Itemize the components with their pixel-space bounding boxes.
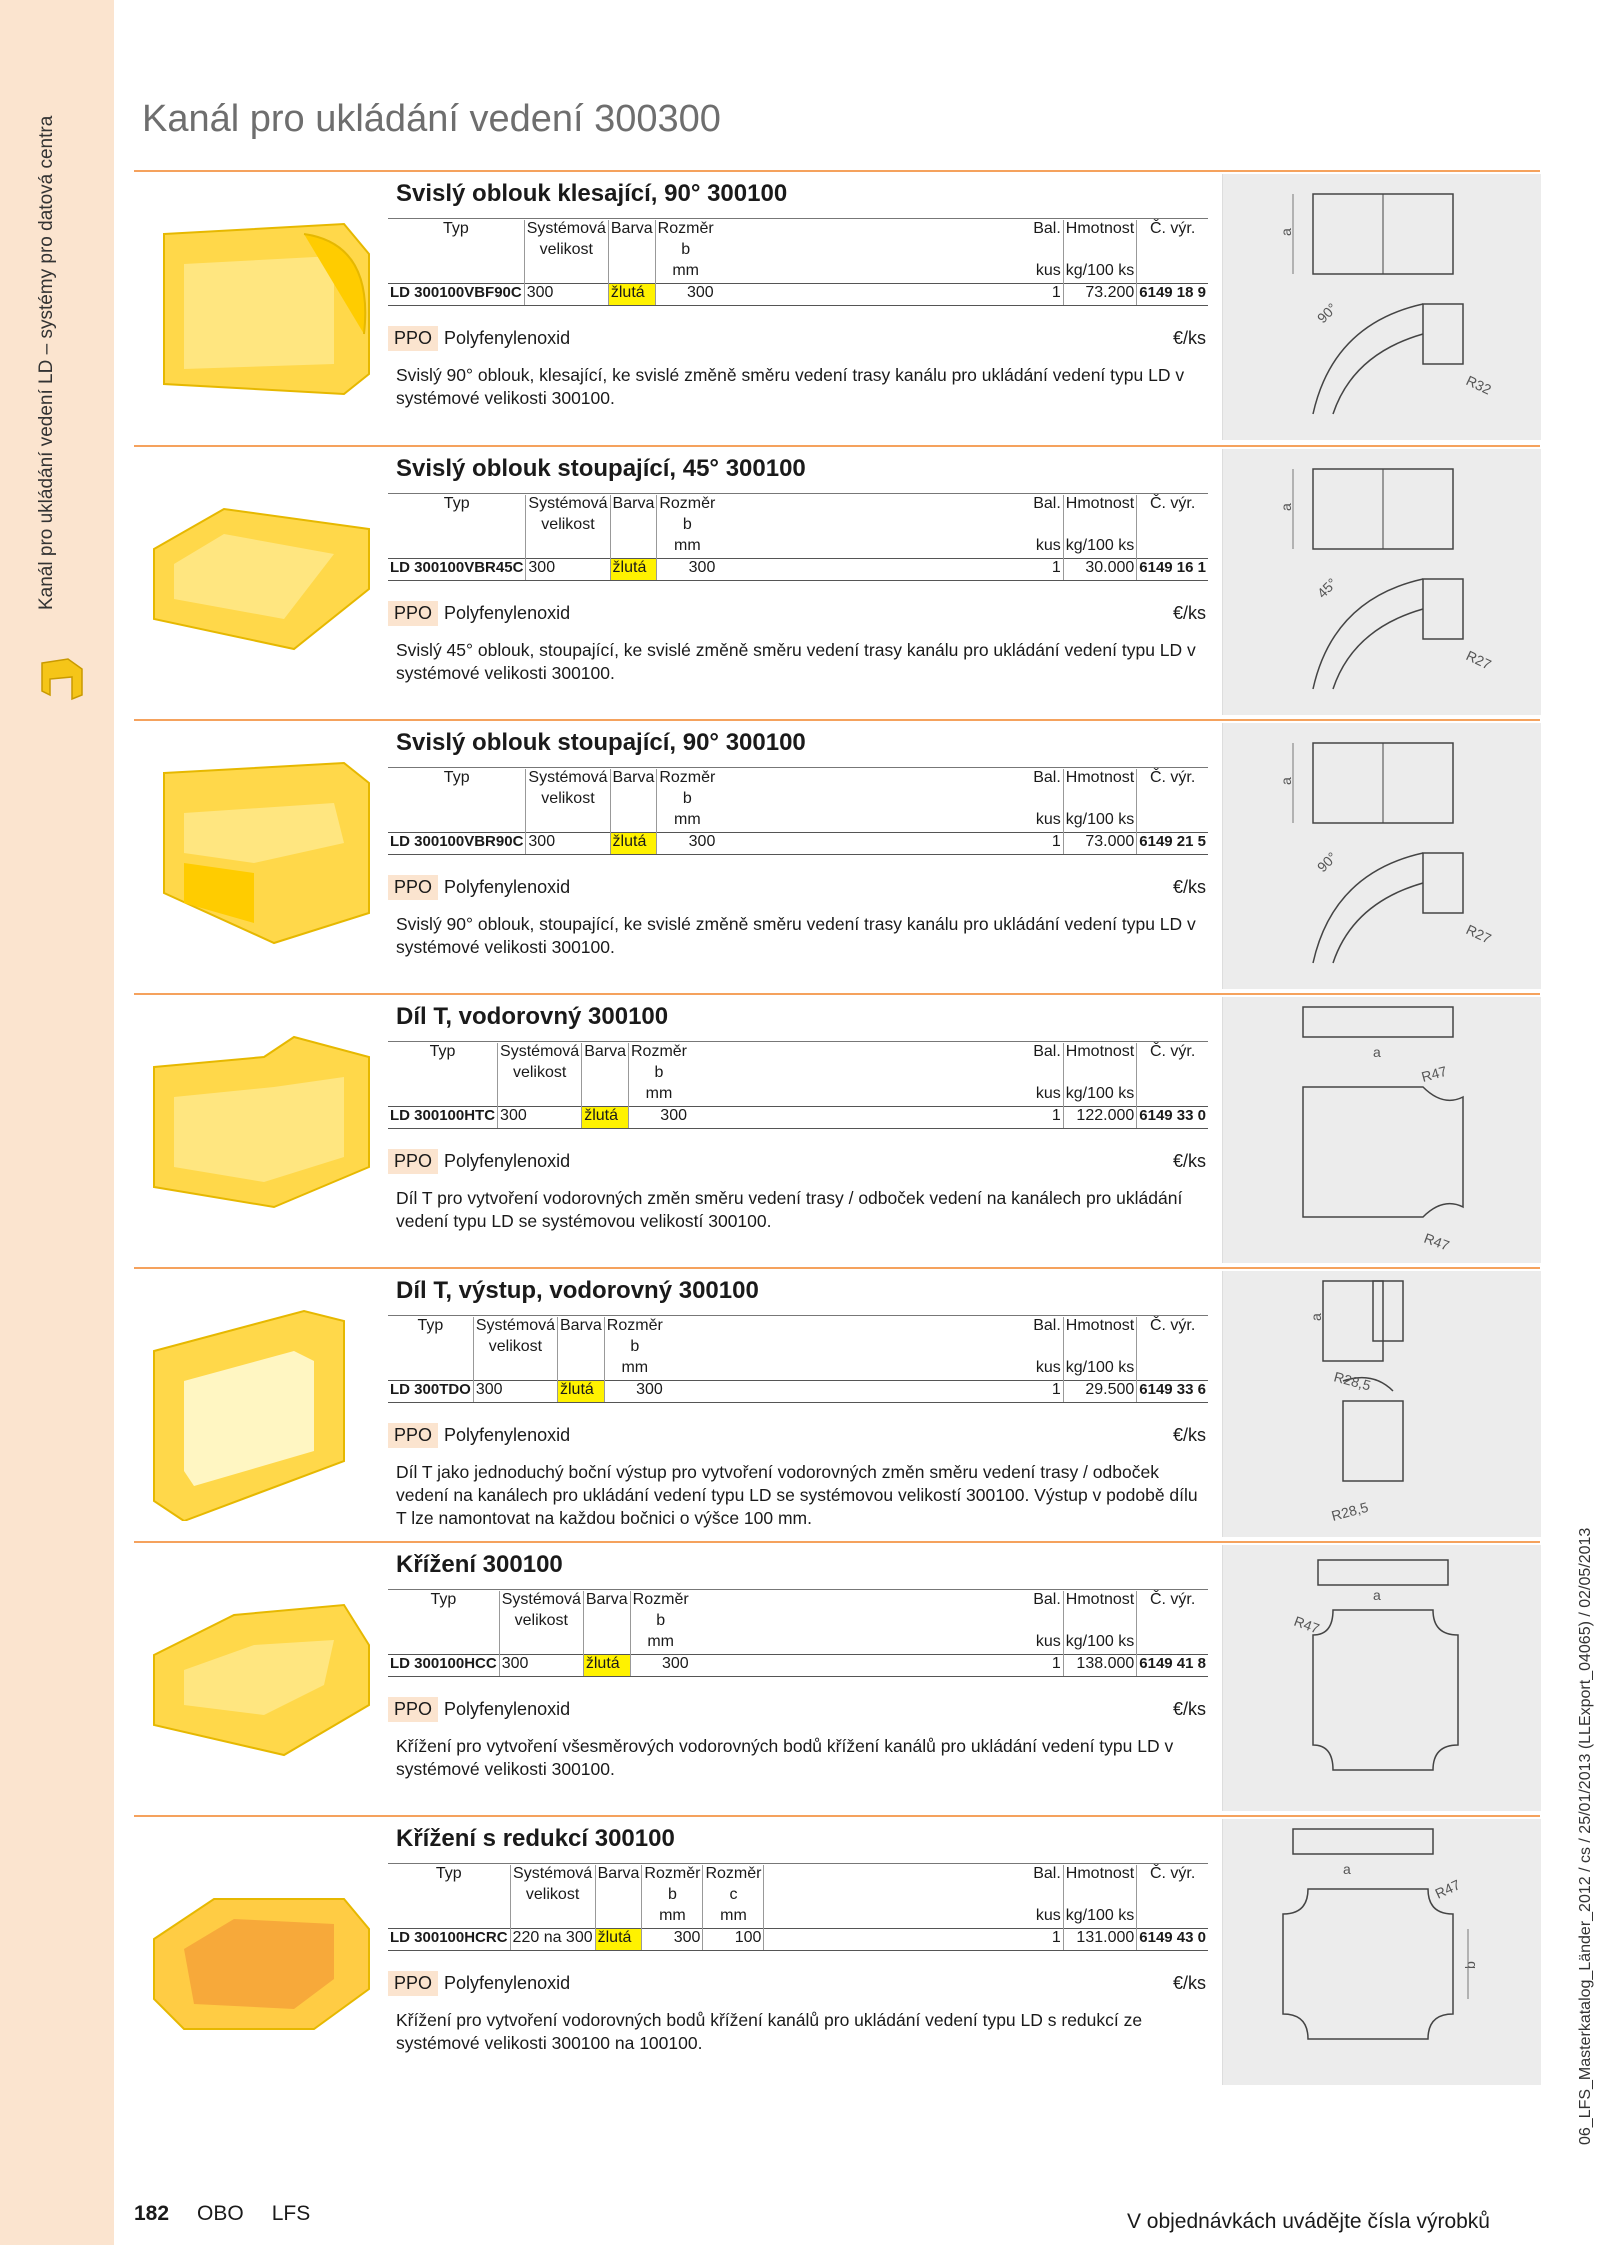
dimension-label: 45°	[1313, 574, 1341, 602]
material-row: PPO Polyfenylenoxid €/ks	[388, 1697, 1208, 1722]
sidebar-title: Kanál pro ukládání vedení LD – systémy pro datová centra	[36, 115, 57, 610]
dimension-label: a	[1343, 1861, 1351, 1877]
dimension-label: R47	[1291, 1612, 1322, 1637]
product-title: Díl T, výstup, vodorovný 300100	[396, 1277, 759, 1304]
article-number: 6149 21 5	[1137, 833, 1208, 855]
technical-drawing	[1222, 1819, 1541, 2085]
product-description: Svislý 90° oblouk, klesající, ke svislé změně směru vedení trasy kanálu pro ukládání vedení typu LD v systémové velikosti 300100.	[396, 365, 1185, 408]
product-code: LD 300100HCC	[388, 1655, 499, 1677]
technical-drawing	[1222, 1271, 1541, 1537]
product-code: LD 300TDO	[388, 1381, 473, 1403]
product-table: Typ Systémová Barva Rozměr Bal. Hmotnost Č. výr. velikost b mm kus kg/100 ks LD 300100VBR45C 300 žlutá 300 1 30.000 6149 16 1	[388, 495, 1208, 581]
article-number: 6149 33 6	[1137, 1381, 1208, 1403]
material-row: PPO Polyfenylenoxid €/ks	[388, 601, 1208, 626]
dimension-label: R27	[1463, 647, 1494, 673]
product-title: Křížení s redukcí 300100	[396, 1825, 675, 1852]
product-description: Díl T jako jednoduchý boční výstup pro vytvoření vodorovných změn směru vedení trasy / odboček vedení na kanálech pro ukládání vedení typu LD se systémovou velikostí 300100. Výstup v podobě dílu T lze namontovat na každou bočnici o výšce 100 mm.	[396, 1462, 1198, 1528]
product-photo-icon	[144, 1017, 374, 1247]
product-code: LD 300100VBR45C	[388, 559, 526, 581]
product-title: Křížení 300100	[396, 1551, 563, 1578]
dimension-label: a	[1278, 503, 1294, 511]
product-photo-icon	[144, 469, 374, 699]
material-row: PPO Polyfenylenoxid €/ks	[388, 1423, 1208, 1448]
product-photo-icon	[144, 1839, 374, 2069]
technical-drawing	[1222, 997, 1541, 1263]
product-table: Typ Systémová Barva Rozměr Bal. Hmotnost Č. výr. velikost b mm kus kg/100 ks LD 300TDO 300 žlutá 300 1 29.500 6149 33 6	[388, 1317, 1208, 1403]
product-title: Svislý oblouk stoupající, 45° 300100	[396, 455, 806, 482]
material-row: PPO Polyfenylenoxid €/ks	[388, 1971, 1208, 1996]
dimension-label: R47	[1419, 1062, 1449, 1085]
page-number: 182	[134, 2202, 170, 2225]
dimension-label: a	[1308, 1313, 1324, 1321]
product-table: Typ Systémová Barva Rozměr Bal. Hmotnost Č. výr. velikost b mm kus kg/100 ks LD 300100VBR90C 300 žlutá 300 1 73.000 6149 21 5	[388, 769, 1208, 855]
material-row: PPO Polyfenylenoxid €/ks	[388, 326, 1208, 351]
product-title: Díl T, vodorovný 300100	[396, 1003, 669, 1030]
product-photo-icon	[144, 1291, 374, 1521]
dimension-label: R28,5	[1332, 1368, 1373, 1394]
material-row: PPO Polyfenylenoxid €/ks	[388, 875, 1208, 900]
product-photo-icon	[144, 1565, 374, 1795]
dimension-label: 90°	[1313, 299, 1341, 327]
product-description: Díl T pro vytvoření vodorovných změn směru vedení trasy / odboček vedení na kanálech pro ukládání vedení typu LD se systémovou velikostí 300100.	[396, 1188, 1183, 1231]
product-title: Svislý oblouk stoupající, 90° 300100	[396, 729, 806, 756]
footer-note: V objednávkách uvádějte čísla výrobků	[1126, 2210, 1490, 2233]
dimension-label: 90°	[1313, 848, 1341, 876]
product-code: LD 300100VBR90C	[388, 833, 526, 855]
article-number: 6149 33 0	[1137, 1107, 1208, 1129]
product-section	[134, 1541, 1540, 1818]
series: LFS	[271, 2202, 311, 2225]
technical-drawing	[1222, 174, 1541, 440]
product-code: LD 300100HCRC	[388, 1929, 510, 1951]
dimension-label: R27	[1463, 921, 1494, 947]
product-section	[134, 993, 1540, 1270]
product-section	[134, 1815, 1540, 2092]
product-description: Křížení pro vytvoření vodorovných bodů křížení kanálů pro ukládání vedení typu LD s redukcí ze systémové velikosti 300100 na 100100.	[396, 2010, 1143, 2053]
dimension-label: R47	[1432, 1876, 1463, 1902]
brand: OBO	[197, 2202, 244, 2225]
product-description: Svislý 90° oblouk, stoupající, ke svislé změně směru vedení trasy kanálu pro ukládání vedení typu LD v systémové velikosti 300100.	[396, 914, 1196, 957]
article-number: 6149 18 9	[1137, 284, 1208, 306]
product-title: Svislý oblouk klesající, 90° 300100	[396, 180, 788, 207]
dimension-label: a	[1278, 228, 1294, 236]
article-number: 6149 41 8	[1137, 1655, 1208, 1677]
dimension-label: R28,5	[1329, 1498, 1370, 1524]
product-table: Typ Systémová Barva Rozměr Bal. Hmotnost Č. výr. velikost b mm kus kg/100 ks LD 300100HCC 300 žlutá 300 1 138.000 6149 41 8	[388, 1591, 1208, 1677]
footer	[134, 2202, 338, 2226]
dimension-label: R32	[1463, 372, 1494, 398]
dimension-label: R47	[1421, 1229, 1452, 1254]
page-title: Kanál pro ukládání vedení 300300	[142, 98, 721, 140]
product-table: Typ Systémová Barva Rozměr Rozměr Bal. Hmotnost Č. výr. velikost b c mm mm kus kg/100 ks LD 300100HCRC 220 na 300 žlutá 300 100 1 131.000 6149 43 0	[388, 1865, 1208, 1951]
article-number: 6149 43 0	[1137, 1929, 1208, 1951]
product-photo-icon	[144, 194, 374, 424]
product-description: Křížení pro vytvoření všesměrových vodorovných bodů křížení kanálů pro ukládání vedení typu LD v systémové velikosti 300100.	[396, 1736, 1174, 1779]
product-code: LD 300100HTC	[388, 1107, 498, 1129]
side-meta: 06_LFS_Masterkatalog_Länder_2012 / cs / 25/01/2013 (LLExport_04065) / 02/05/2013	[1577, 1527, 1594, 2145]
product-section	[134, 1267, 1540, 1544]
product-section	[134, 445, 1540, 722]
product-table: Typ Systémová Barva Rozměr Bal. Hmotnost Č. výr. velikost b mm kus kg/100 ks LD 300100HTC 300 žlutá 300 1 122.000 6149 33 0	[388, 1043, 1208, 1129]
material-row: PPO Polyfenylenoxid €/ks	[388, 1149, 1208, 1174]
dimension-label: a	[1278, 777, 1294, 785]
product-section	[134, 170, 1540, 447]
technical-drawing	[1222, 1545, 1541, 1811]
article-number: 6149 16 1	[1137, 559, 1208, 581]
dimension-label: b	[1462, 1961, 1478, 1969]
product-table: Typ Systémová Barva Rozměr Bal. Hmotnost Č. výr. velikost b mm kus kg/100 ks LD 300100VBF90C 300 žlutá 300 1 73.200 6149 18 9	[388, 220, 1208, 306]
product-photo-icon	[144, 743, 374, 973]
product-section	[134, 719, 1540, 996]
technical-drawing	[1222, 449, 1541, 715]
duct-tab-icon	[38, 655, 84, 701]
dimension-label: a	[1373, 1587, 1381, 1603]
product-code: LD 300100VBF90C	[388, 284, 524, 306]
dimension-label: a	[1373, 1044, 1381, 1060]
product-description: Svislý 45° oblouk, stoupající, ke svislé změně směru vedení trasy kanálu pro ukládání vedení typu LD v systémové velikosti 300100.	[396, 640, 1196, 683]
technical-drawing	[1222, 723, 1541, 989]
